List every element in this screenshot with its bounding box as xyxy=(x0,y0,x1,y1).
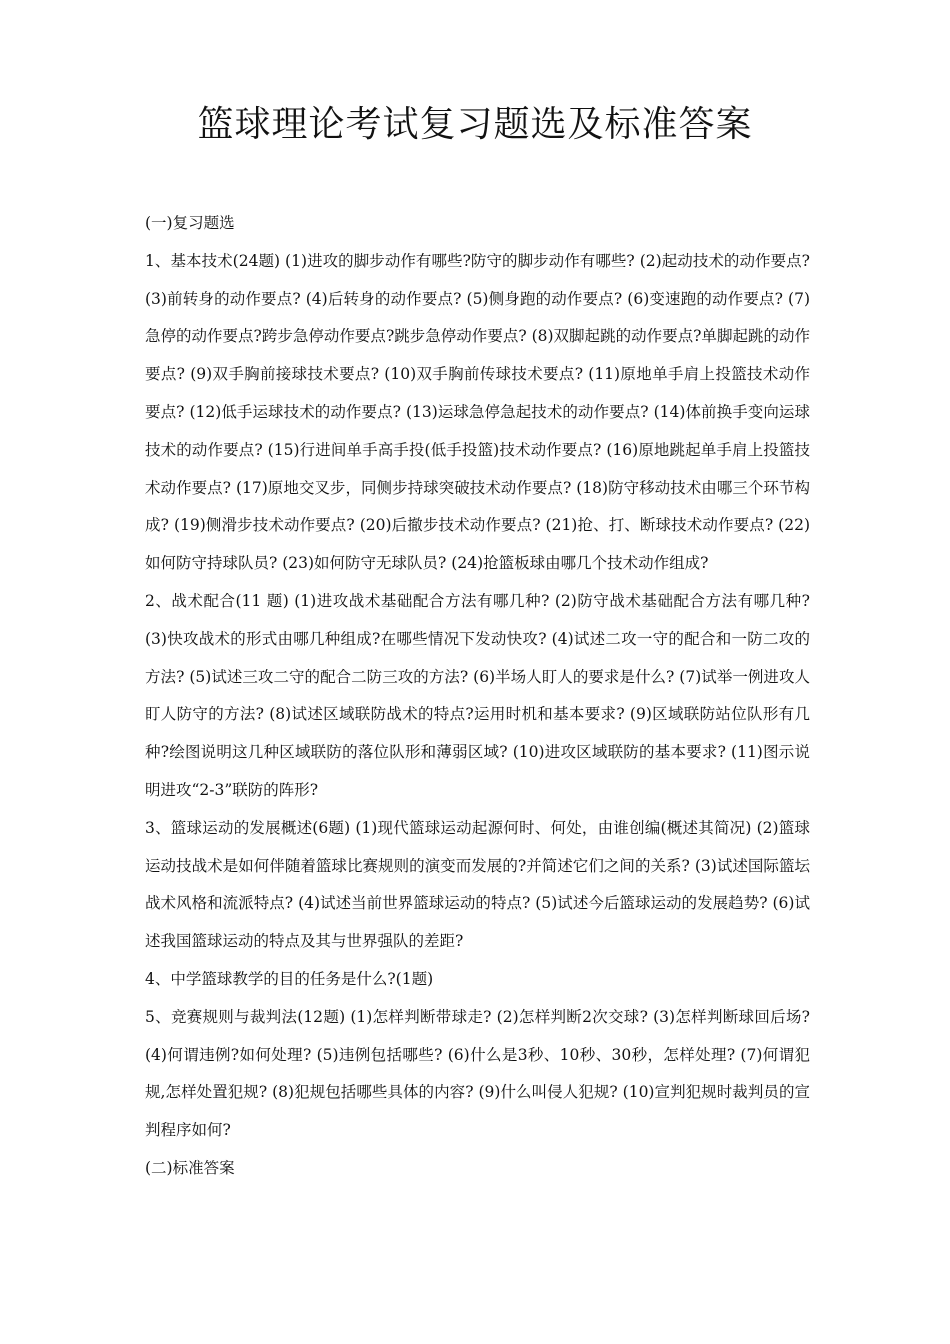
document-title: 篮球理论考试复习题选及标准答案 xyxy=(197,104,753,145)
section-heading-answers: (二)标准答案 xyxy=(145,1158,235,1177)
paragraph-basic-techniques: 1、基本技术(24题) (1)进攻的脚步动作有哪些?防守的脚步动作有哪些? (2)起动技术的动作要点? (3)前转身的动作要点? (4)后转身的动作要点? (5)侧身跑的动作要点? (6)变速跑的动作要点? (7)急停的动作要点?跨步急停动作要点?跳步急停动作要点? (8)双脚起跳的动作要点?单脚起跳的动作要点? (9)双手胸前接球技术要点? (10)双手胸前传球技术要点? (11)原地单手肩上投篮技术动作要点? (12)低手运球技术的动作要点? (13)运球急停急起技术的动作要点? (14)体前换手变向运球技术的动作要点? (15)行进间单手高手投(低手投篮)技术动作要点? (16)原地跳起单手肩上投篮技术动作要点? (17)原地交叉步，同侧步持球突破技术动作要点? (18)防守移动技术由哪三个环节构成? (19)侧滑步技术动作要点? (20)后撤步技术动作要点? (21)抢、打、断球技术动作要点? (22)如何防守持球队员? (23)如何防守无球队员? (24)抢篮板球由哪几个技术动作组成? xyxy=(145,251,810,573)
paragraph-tactics: 2、战术配合(11 题) (1)进攻战术基础配合方法有哪几种? (2)防守战术基础配合方法有哪几种? (3)快攻战术的形式由哪几种组成?在哪些情况下发动快攻? (4)试述二攻一守的配合和一防二攻的方法? (5)试述三攻二守的配合二防三攻的方法? (6)半场人盯人的要求是什么? (7)试举一例进攻人盯人防守的方法? (8)试述区域联防战术的特点?运用时机和基本要求? (9)区域联防站位队形有几种?绘图说明这几种区域联防的落位队形和薄弱区域? (10)进攻区域联防的基本要求? (11)图示说明进攻“2-3”联防的阵形? xyxy=(145,591,810,799)
section-heading-review: (一)复习题选 xyxy=(145,214,235,232)
paragraph-teaching-goals: 4、中学篮球教学的目的任务是什么?(1题) xyxy=(145,969,434,988)
paragraph-rules: 5、竞赛规则与裁判法(12题) (1)怎样判断带球走? (2)怎样判断2次交球? (3)怎样判断球回后场? (4)何谓违例?如何处理? (5)违例包括哪些? (6)什么是3秒、10秒、30秒，怎样处理? (7)何谓犯规,怎样处置犯规? (8)犯规包括哪些具体的内容? (9)什么叫侵人犯规? (10)宣判犯规时裁判员的宣判程序如何? xyxy=(145,1007,810,1140)
paragraph-development: 3、篮球运动的发展概述(6题) (1)现代篮球运动起源何时、何处，由谁创编(概述其简况) (2)篮球运动技战术是如何伴随着篮球比赛规则的演变而发展的?并简述它们之间的关系? (3)试述国际篮坛战术风格和流派特点? (4)试述当前世界篮球运动的特点? (5)试述今后篮球运动的发展趋势? (6)试述我国篮球运动的特点及其与世界强队的差距? xyxy=(145,818,810,951)
document-body xyxy=(145,205,810,1188)
